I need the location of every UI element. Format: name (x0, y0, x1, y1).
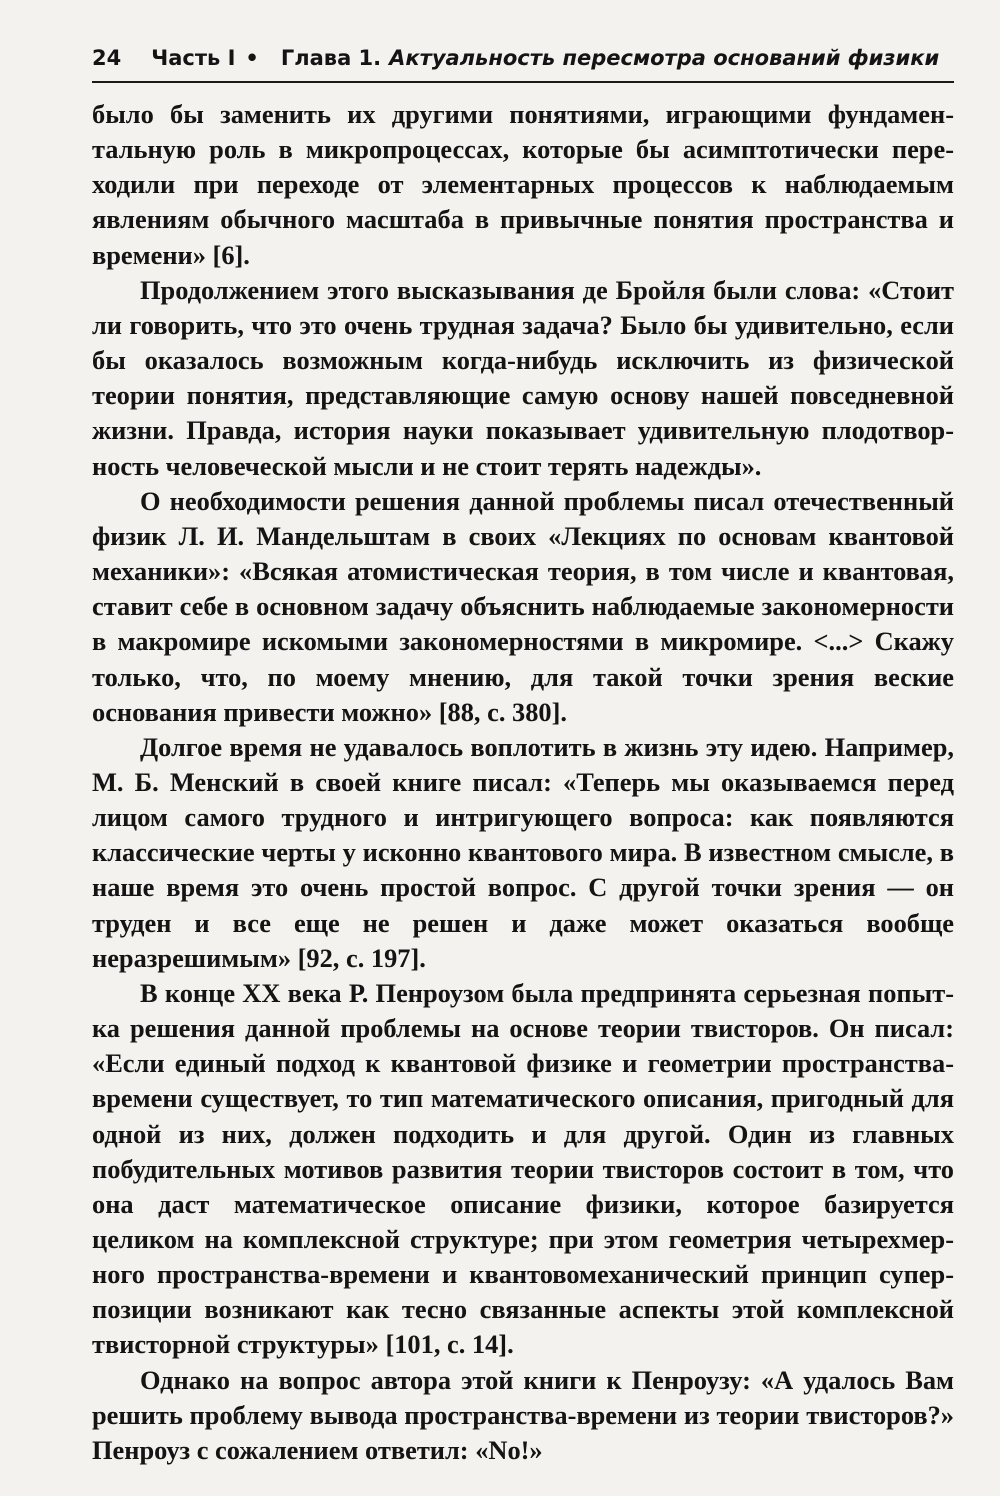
paragraph: Долгое время не удавалось воплотить в жизнь эту идею. Например, М. Б. Менский в своей книге писал: «Теперь мы оказываемся перед лицом самого трудного и интригующего вопроса: как появляются классические черты у исконно квантового мира. В известном смысле, в наше время это очень простой вопрос. С другой точки зрения — он труден и все еще не решен и даже может оказаться вообще неразрешимым» [92, с. 197]. (92, 731, 954, 973)
paragraph: было бы заменить их другими понятиями, играющими фундаментальную роль в микропроцессах, которые бы асимптотически переходили при переходе от элементарных процессов к наблюдаемым явлениям обычного масштаба в привычные понятия пространства и времени» [6]. (92, 99, 954, 270)
part-label: Часть I (151, 46, 236, 70)
paragraph: В конце XX века Р. Пенроузом была предпринята серьезная попытка решения данной проблемы на основе теории твисторов. Он писал: «Если единый подход к квантовой физике и геометрии пространства-времени существует, то тип математического описания, пригодный для одной из них, должен подходить и для другой. Один из главных побудительных мотивов развития теории твисторов состоит в том, что она даст математическое описание физики, которое базируется целиком на комплексной структуре; при этом геометрия четырехмерного пространства-времени и квантовомеханический принцип суперпозиции возникают как тесно связанные аспекты этой комплексной твисторной структуры» [101, с. 14]. (92, 977, 954, 1360)
page-number: 24 (92, 46, 122, 70)
paragraph: Однако на вопрос автора этой книги к Пенроузу: «А удалось Вам решить проблему вывода пространства-времени из теории твисторов?» Пенроуз с сожалением ответил: «No!» (92, 1364, 954, 1465)
paragraph: О необходимости решения данной проблемы писал отечественный физик Л. И. Мандельштам в своих «Лекциях по основам квантовой механики»: «Всякая атомистическая теория, в том числе и квантовая, ставит себе в основном задачу объяснить наблюдаемые закономерности в макромире искомыми закономерностями в микромире. <...> Скажу только, что, по моему мнению, для такой точки зрения веские основания привести можно» [88, с. 380]. (92, 485, 954, 727)
header-rule (92, 81, 954, 83)
chapter-label: Глава 1. (280, 46, 382, 70)
body-text (92, 97, 954, 1468)
chapter-title: Актуальность пересмотра оснований физики (389, 46, 940, 70)
running-head (92, 38, 954, 78)
paragraph: Продолжением этого высказывания де Бройля были слова: «Стоит ли говорить, что это очень трудная задача? Было бы удивительно, если бы оказалось возможным когда-нибудь исключить из физической теории понятия, представляющие самую основу нашей повседневной жизни. Правда, история науки показывает удивительную плодотворность человеческой мысли и не стоит терять надежды». (92, 274, 954, 481)
bullet-separator: • (245, 46, 259, 70)
